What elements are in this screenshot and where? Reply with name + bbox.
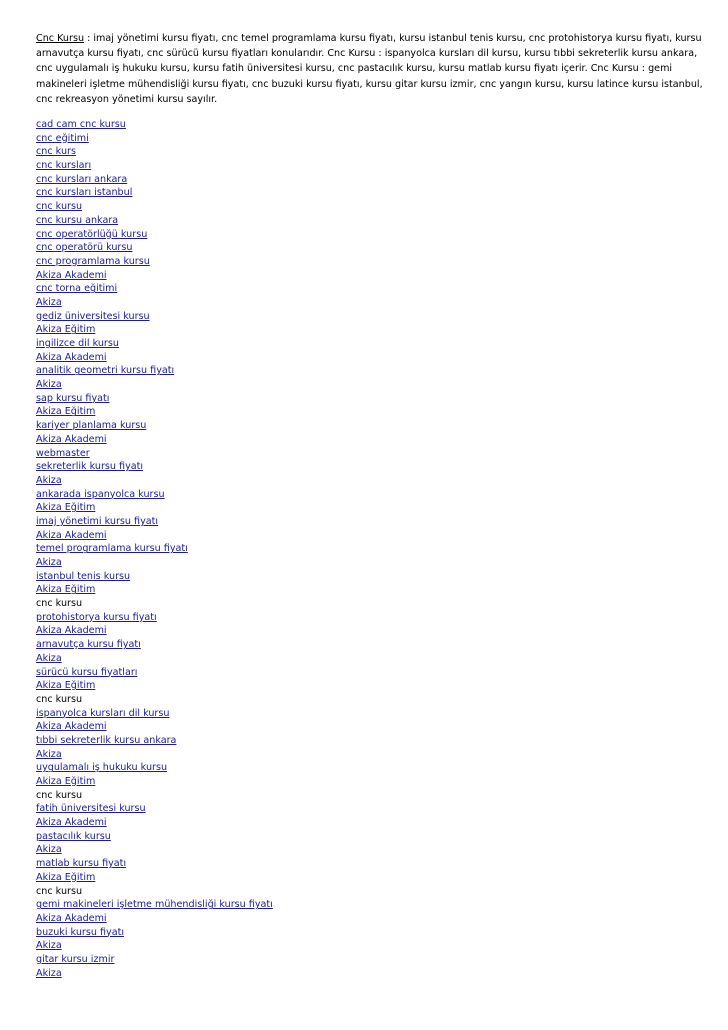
keyword-link[interactable]: Akiza — [36, 652, 62, 664]
list-item — [36, 748, 708, 762]
keyword-link[interactable]: cnc kursları — [36, 160, 92, 172]
keyword-link[interactable]: istanbul tenis kursu — [36, 570, 131, 582]
list-item — [36, 898, 708, 912]
link-list — [36, 118, 708, 980]
list-item — [36, 200, 708, 214]
keyword-link[interactable]: tıbbi sekreterlik kursu ankara — [36, 734, 177, 746]
keyword-link[interactable]: Akiza Eğitim — [36, 776, 96, 788]
keyword-link[interactable]: Akiza Eğitim — [36, 584, 96, 596]
list-item — [36, 775, 708, 789]
keyword-link[interactable]: cad cam cnc kursu — [36, 119, 126, 131]
list-item — [36, 652, 708, 666]
keyword-link[interactable]: Akiza Akademi — [36, 351, 107, 363]
keyword-link[interactable]: cnc operatörlüğü kursu — [36, 228, 148, 240]
keyword-link[interactable]: imaj yönetimi kursu fiyatı — [36, 515, 159, 527]
keyword-link[interactable]: analitik geometri kursu fiyatı — [36, 365, 175, 377]
keyword-link[interactable]: ispanyolca kursları dil kursu — [36, 707, 170, 719]
list-item — [36, 693, 708, 707]
list-item — [36, 611, 708, 625]
keyword-link[interactable]: cnc operatörü kursu — [36, 242, 133, 254]
list-item — [36, 761, 708, 775]
keyword-link[interactable]: cnc kurs — [36, 146, 76, 158]
list-item — [36, 214, 708, 228]
list-item — [36, 529, 708, 543]
list-item — [36, 624, 708, 638]
list-item — [36, 515, 708, 529]
list-item — [36, 282, 708, 296]
intro-text: : imaj yönetimi kursu fiyatı, cnc temel programlama kursu fiyatı, kursu istanbul tenis kursu, cnc protohistorya kursu fiyatı, kursu arnavutça kursu fiyatı, cnc sürücü kursu fiyatları konularıdır. Cnc Kursu : ispanyolca kursları dil kursu, kursu tıbbi sekreterlik kursu ankara, cnc uygulamalı iş hukuku kursu, kursu fatih üniversitesi kursu, cnc pastacılık kursu, kursu matlab kursu fiyatı içerir. Cnc Kursu : gemi makineleri işletme mühendisliği kursu fiyatı, cnc buzuki kursu fiyatı, kursu gitar kursu izmir, cnc yangın kursu, kursu latince kursu istanbul, cnc rekreasyon yönetimi kursu sayılır. — [36, 33, 703, 105]
keyword-link[interactable]: Akiza — [36, 474, 62, 486]
list-item — [36, 556, 708, 570]
keyword-link[interactable]: pastacılık kursu — [36, 830, 111, 842]
keyword-link[interactable]: temel programlama kursu fiyatı — [36, 543, 188, 555]
keyword-link[interactable]: Akiza — [36, 844, 62, 856]
list-item — [36, 228, 708, 242]
intro-paragraph — [36, 31, 708, 107]
list-item — [36, 337, 708, 351]
keyword-text: cnc kursu — [36, 885, 83, 897]
keyword-link[interactable]: Akiza Eğitim — [36, 680, 96, 692]
keyword-link[interactable]: cnc kursları istanbul — [36, 187, 133, 199]
keyword-link[interactable]: Akiza Eğitim — [36, 406, 96, 418]
list-item — [36, 269, 708, 283]
keyword-link[interactable]: Akiza — [36, 940, 62, 952]
list-item — [36, 501, 708, 515]
keyword-link[interactable]: buzuki kursu fiyatı — [36, 926, 124, 938]
list-item — [36, 460, 708, 474]
list-item — [36, 310, 708, 324]
keyword-link[interactable]: Akiza Akademi — [36, 269, 107, 281]
list-item — [36, 666, 708, 680]
keyword-link[interactable]: cnc torna eğitimi — [36, 283, 118, 295]
keyword-link[interactable]: cnc kursu ankara — [36, 214, 119, 226]
list-item — [36, 132, 708, 146]
list-item — [36, 707, 708, 721]
keyword-link[interactable]: cnc kursları ankara — [36, 173, 128, 185]
keyword-link[interactable]: kariyer planlama kursu — [36, 420, 147, 432]
list-item — [36, 173, 708, 187]
list-item — [36, 323, 708, 337]
list-item — [36, 255, 708, 269]
list-item — [36, 734, 708, 748]
keyword-link[interactable]: uygulamalı iş hukuku kursu — [36, 762, 168, 774]
list-item — [36, 447, 708, 461]
list-item — [36, 597, 708, 611]
list-item — [36, 118, 708, 132]
list-item — [36, 570, 708, 584]
keyword-link[interactable]: Akiza — [36, 748, 62, 760]
keyword-link[interactable]: gediz üniversitesi kursu — [36, 310, 150, 322]
keyword-link[interactable]: Akiza — [36, 967, 62, 979]
list-item — [36, 871, 708, 885]
list-item — [36, 474, 708, 488]
list-item — [36, 488, 708, 502]
keyword-link[interactable]: Akiza Akademi — [36, 721, 107, 733]
list-item — [36, 583, 708, 597]
keyword-link[interactable]: sekreterlik kursu fiyatı — [36, 461, 144, 473]
keyword-link[interactable]: cnc kursu — [36, 201, 83, 213]
list-item — [36, 789, 708, 803]
list-item — [36, 296, 708, 310]
list-item — [36, 802, 708, 816]
keyword-link[interactable]: Akiza Akademi — [36, 912, 107, 924]
keyword-link[interactable]: ingilizce dil kursu — [36, 338, 119, 350]
list-item — [36, 939, 708, 953]
keyword-link[interactable]: cnc programlama kursu — [36, 255, 150, 267]
intro-title-link[interactable]: Cnc Kursu — [36, 33, 85, 44]
list-item — [36, 816, 708, 830]
keyword-link[interactable]: sürücü kursu fiyatları — [36, 666, 138, 678]
list-item — [36, 638, 708, 652]
keyword-link[interactable]: Akiza — [36, 296, 62, 308]
list-item — [36, 679, 708, 693]
keyword-link[interactable]: webmaster — [36, 447, 90, 459]
list-item — [36, 542, 708, 556]
keyword-link[interactable]: Akiza Eğitim — [36, 502, 96, 514]
keyword-link[interactable]: Akiza Akademi — [36, 625, 107, 637]
keyword-link[interactable]: Akiza — [36, 557, 62, 569]
list-item — [36, 351, 708, 365]
list-item — [36, 843, 708, 857]
keyword-link[interactable]: sap kursu fiyatı — [36, 392, 110, 404]
list-item — [36, 405, 708, 419]
list-item — [36, 830, 708, 844]
list-item — [36, 419, 708, 433]
keyword-link[interactable]: Akiza — [36, 379, 62, 391]
list-item — [36, 885, 708, 899]
keyword-link[interactable]: gitar kursu izmir — [36, 953, 115, 965]
list-item — [36, 967, 708, 981]
keyword-link[interactable]: protohistorya kursu fiyatı — [36, 611, 157, 623]
keyword-text: cnc kursu — [36, 693, 83, 705]
list-item — [36, 186, 708, 200]
keyword-link[interactable]: ankarada ispanyolca kursu — [36, 488, 165, 500]
list-item — [36, 241, 708, 255]
list-item — [36, 145, 708, 159]
list-item — [36, 720, 708, 734]
keyword-text: cnc kursu — [36, 789, 83, 801]
keyword-text: cnc kursu — [36, 598, 83, 610]
keyword-link[interactable]: gemi makineleri işletme mühendisliği kursu fiyatı — [36, 899, 273, 911]
list-item — [36, 926, 708, 940]
keyword-link[interactable]: arnavutça kursu fiyatı — [36, 639, 141, 651]
keyword-link[interactable]: Akiza Eğitim — [36, 871, 96, 883]
keyword-link[interactable]: fatih üniversitesi kursu — [36, 803, 146, 815]
keyword-link[interactable]: Akiza Eğitim — [36, 324, 96, 336]
keyword-link[interactable]: Akiza Akademi — [36, 433, 107, 445]
list-item — [36, 364, 708, 378]
keyword-link[interactable]: cnc eğitimi — [36, 132, 89, 144]
list-item — [36, 912, 708, 926]
list-item — [36, 378, 708, 392]
list-item — [36, 433, 708, 447]
list-item — [36, 857, 708, 871]
list-item — [36, 159, 708, 173]
keyword-link[interactable]: Akiza Akademi — [36, 529, 107, 541]
list-item — [36, 953, 708, 967]
keyword-link[interactable]: matlab kursu fiyatı — [36, 858, 127, 870]
list-item — [36, 392, 708, 406]
keyword-link[interactable]: Akiza Akademi — [36, 817, 107, 829]
